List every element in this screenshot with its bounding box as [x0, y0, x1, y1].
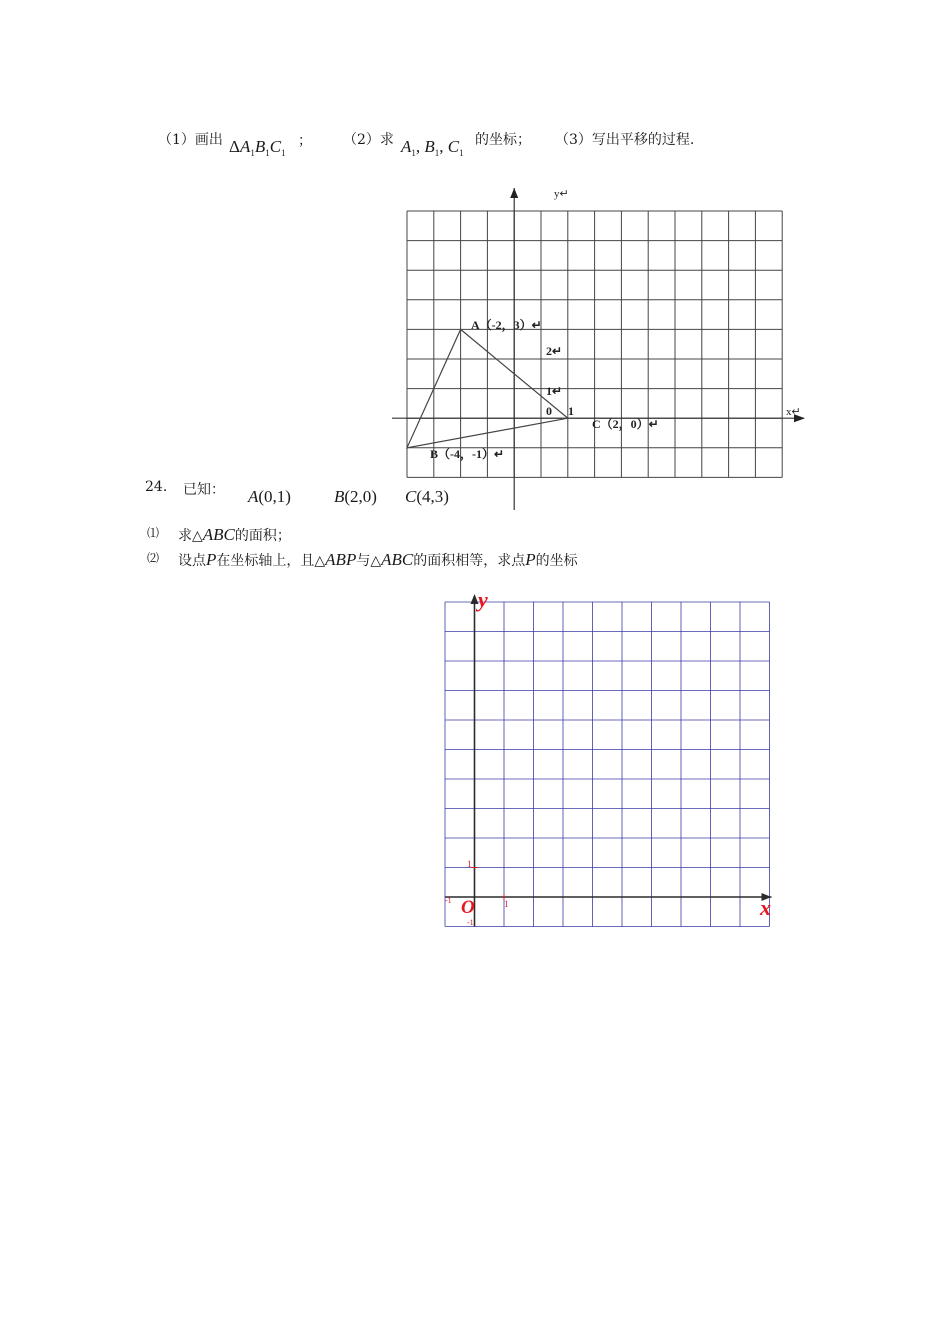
point-b-label: B（-4，-1）↵ — [430, 447, 505, 461]
fig2-grid-lines — [445, 602, 770, 927]
q24-sub1-text: 求△ABC的面积； — [178, 525, 291, 544]
q24-point-b: B(2,0) — [334, 487, 377, 506]
fig1-x-axis-label: x↵ — [786, 406, 801, 418]
q24-point-a: A(0,1) — [248, 487, 291, 506]
q24-sub1-number: ⑴ — [147, 526, 160, 540]
fig1-y-axis-label: y↵ — [554, 188, 569, 200]
fig2-x-label: x — [760, 895, 771, 920]
fig1-origin: 0 — [546, 404, 552, 418]
fig2-axes — [445, 594, 772, 927]
q24-point-c: C(4,3) — [405, 487, 449, 506]
q23-part2-suffix: 的坐标； — [475, 132, 531, 148]
fig2-y-label: y — [478, 587, 488, 612]
letter-c: C — [269, 137, 282, 156]
letter-a: A — [401, 137, 412, 156]
q24-sub2-text: 设点P在坐标轴上，且△ABP与△ABC的面积相等，求点P的坐标 — [178, 550, 578, 569]
fig2-tick-yneg1: -1 — [467, 918, 474, 927]
point-a-label: A（-2，3）↵ — [471, 318, 542, 332]
fig1-y-arrow — [510, 188, 518, 198]
fig2-tick-y1: 1 — [467, 859, 472, 869]
fig2-tick-xneg1: -1 — [445, 896, 452, 905]
fig2-origin-label: O — [461, 897, 475, 918]
delta-symbol: Δ — [229, 137, 240, 156]
figure2-coordinate-grid — [430, 582, 790, 934]
figure1-coordinate-grid — [380, 180, 820, 520]
q23-triangle-a1b1c1 — [229, 137, 286, 158]
letter-c: C — [447, 137, 460, 156]
sub-1: 1 — [434, 148, 440, 158]
q23-part2-label: （2）求 — [343, 132, 394, 148]
q23-points-a1b1c1: $A_1$, $B_1$, $C_1$ — [401, 137, 464, 158]
letter-a: A — [239, 137, 251, 156]
sub-1: 1 — [250, 148, 255, 158]
sub-1: 1 — [411, 148, 416, 158]
sub-1: 1 — [265, 148, 270, 158]
fig2-tick-x1: 1 — [504, 899, 509, 909]
sub-1: 1 — [281, 148, 286, 158]
fig1-tick-2: 2↵ — [546, 344, 563, 358]
sub-1: 1 — [459, 148, 464, 158]
q23-part1-label: （1）画出 — [158, 132, 223, 148]
fig1-axes — [392, 188, 805, 510]
q24-sub2-number: ⑵ — [147, 551, 160, 565]
fig1-tick-1: 1↵ — [546, 384, 563, 398]
letter-b: B — [254, 137, 266, 156]
q23-part1-suffix: ； — [298, 133, 312, 149]
q24-number: 24. — [145, 479, 168, 495]
q24-known: 已知： — [183, 482, 225, 498]
fig1-tick-x1: 1 — [568, 404, 574, 418]
q23-part3: （3）写出平移的过程. — [555, 132, 695, 148]
point-c-label: C（2，0）↵ — [592, 417, 659, 431]
letter-b: B — [424, 137, 435, 156]
